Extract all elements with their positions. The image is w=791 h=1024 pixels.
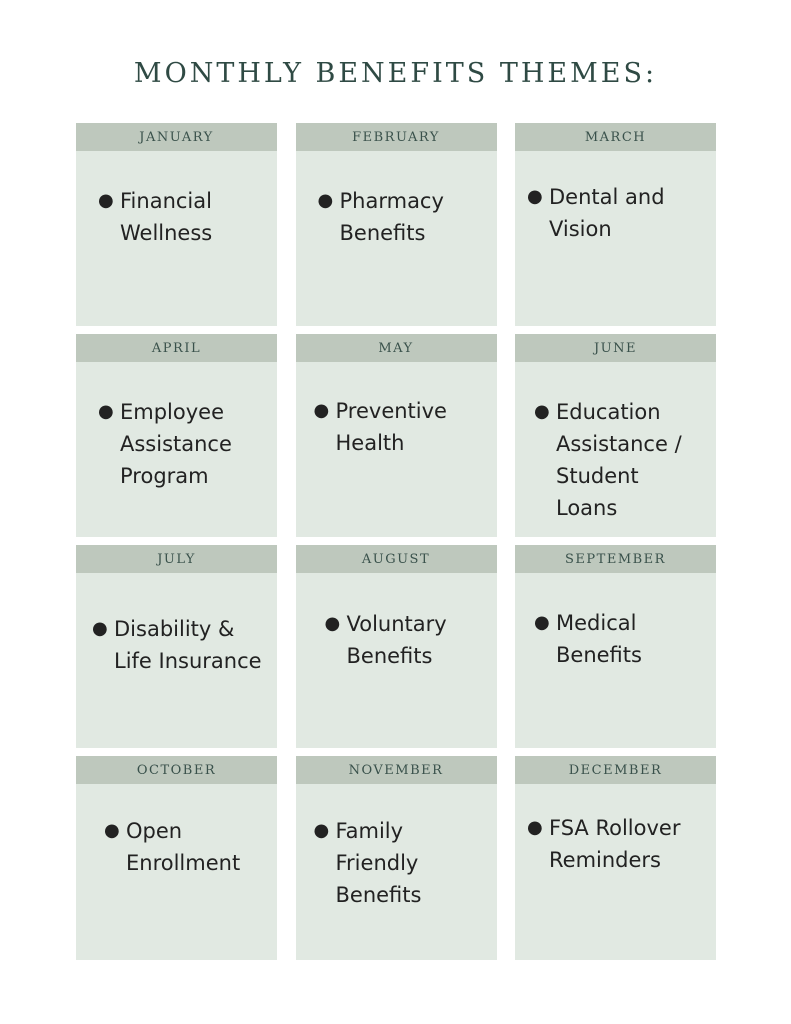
month-header: OCTOBER — [76, 756, 277, 784]
month-body — [296, 362, 497, 459]
theme-text: Family Friendly Benefits — [335, 819, 422, 907]
month-body — [515, 784, 716, 876]
theme-item — [325, 608, 489, 672]
month-header: SEPTEMBER — [515, 545, 716, 573]
theme-item — [534, 396, 708, 524]
theme-text: Preventive Health — [335, 399, 447, 455]
bullet-icon: ● — [317, 190, 334, 211]
bullet-icon: ● — [98, 401, 114, 422]
month-header: NOVEMBER — [296, 756, 497, 784]
month-card-july — [76, 545, 277, 748]
month-body — [515, 573, 716, 671]
bullet-icon: ● — [104, 820, 120, 841]
theme-text: Dental and Vision — [549, 185, 665, 241]
theme-text: Employee Assistance Program — [120, 400, 232, 488]
month-body — [76, 784, 277, 879]
month-card-march — [515, 123, 716, 326]
month-body — [76, 573, 277, 677]
month-card-august — [296, 545, 497, 748]
month-body — [76, 151, 277, 249]
month-card-may — [296, 334, 497, 537]
theme-text: Open Enrollment — [126, 819, 241, 875]
month-grid — [76, 123, 716, 960]
theme-item — [318, 185, 489, 249]
theme-text: Disability & Life Insurance — [114, 617, 262, 673]
month-body — [515, 151, 716, 245]
month-card-september — [515, 545, 716, 748]
month-header: MARCH — [515, 123, 716, 151]
month-body — [515, 362, 716, 524]
theme-item — [98, 185, 269, 249]
theme-item — [98, 396, 269, 492]
month-header: MAY — [296, 334, 497, 362]
theme-text: Financial Wellness — [120, 189, 213, 245]
month-header: APRIL — [76, 334, 277, 362]
theme-item — [314, 395, 489, 459]
month-body — [296, 784, 497, 911]
bullet-icon: ● — [324, 613, 341, 634]
month-card-november — [296, 756, 497, 960]
theme-item — [527, 812, 708, 876]
theme-text: Voluntary Benefits — [346, 612, 447, 668]
theme-text: Education Assistance / Student Loans — [556, 400, 682, 520]
bullet-icon: ● — [313, 400, 330, 421]
theme-item — [104, 815, 269, 879]
month-card-april — [76, 334, 277, 537]
month-card-june — [515, 334, 716, 537]
month-card-december — [515, 756, 716, 960]
bullet-icon: ● — [313, 820, 330, 841]
theme-text: FSA Rollover Reminders — [549, 816, 681, 872]
theme-item — [534, 607, 708, 671]
theme-text: Medical Benefits — [556, 611, 642, 667]
month-header: FEBRUARY — [296, 123, 497, 151]
month-body — [296, 573, 497, 672]
bullet-icon: ● — [98, 190, 114, 211]
page-title: MONTHLY BENEFITS THEMES: — [133, 58, 658, 89]
month-body — [76, 362, 277, 492]
bullet-icon: ● — [527, 817, 543, 838]
month-card-january — [76, 123, 277, 326]
theme-item — [527, 181, 708, 245]
bullet-icon: ● — [92, 618, 108, 639]
month-header: DECEMBER — [515, 756, 716, 784]
month-header: AUGUST — [296, 545, 497, 573]
bullet-icon: ● — [527, 186, 543, 207]
bullet-icon: ● — [534, 612, 550, 633]
month-card-october — [76, 756, 277, 960]
theme-item — [92, 613, 269, 677]
month-header: JUNE — [515, 334, 716, 362]
month-header: JULY — [76, 545, 277, 573]
theme-text: Pharmacy Benefits — [339, 189, 444, 245]
bullet-icon: ● — [534, 401, 550, 422]
theme-item — [314, 815, 489, 911]
month-card-february — [296, 123, 497, 326]
month-header: JANUARY — [76, 123, 277, 151]
month-body — [296, 151, 497, 249]
